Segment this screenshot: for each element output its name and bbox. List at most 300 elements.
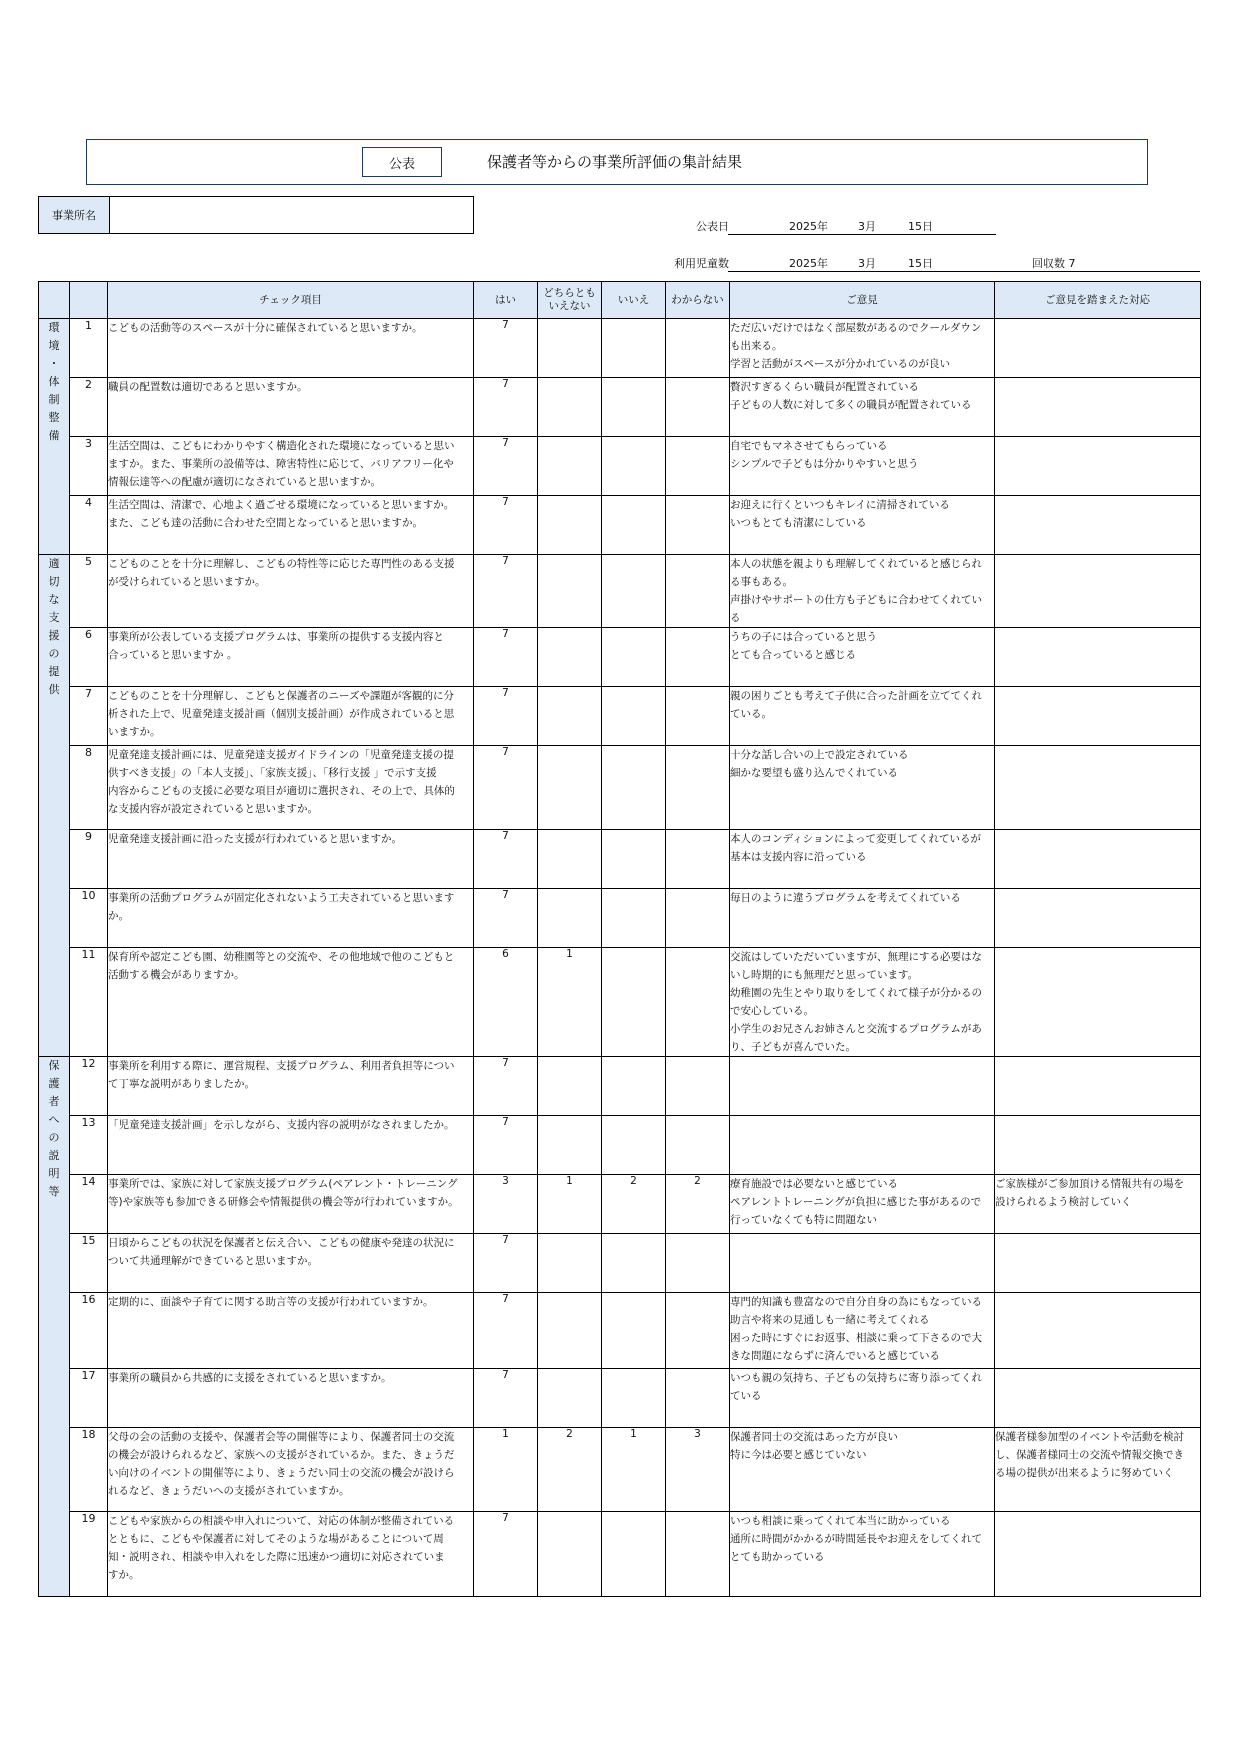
header-opinion: ご意見 [730,282,995,319]
opinion-cell [730,628,995,687]
table-row [39,830,1201,889]
check-item [108,437,474,496]
opinion-cell [730,1512,995,1597]
page-title: 保護者等からの事業所評価の集計結果 [487,153,743,171]
opinion-line: いつも相談に乗ってくれて本当に助かっている [730,1515,951,1527]
category-char: 護 [48,1077,60,1090]
check-item [108,496,474,555]
check-item [108,1234,474,1293]
users-year: 2025年 [789,257,828,270]
opinion-line: 幼稚園の先生とやり取りをしてくれて様子が分かるの [730,987,982,999]
opinion-line: 小学生のお兄さんお姉さんと交流するプログラムがあ [730,1023,982,1035]
category-char: の [48,647,60,660]
count-neither [538,555,602,628]
count-unknown [666,1293,730,1369]
opinion-cell [730,1428,995,1512]
count-unknown [666,555,730,628]
users-count-label: 利用児童数 [674,257,729,270]
category-char: 切 [48,575,60,588]
count-yes: 7 [474,687,538,746]
count-no [602,746,666,830]
opinion-line: ている [730,1390,762,1402]
response-cell [995,889,1201,948]
count-no [602,555,666,628]
opinion-cell [730,378,995,437]
row-number: 9 [70,830,108,889]
response-cell [995,378,1201,437]
count-unknown [666,889,730,948]
opinion-cell [730,437,995,496]
row-number: 10 [70,889,108,948]
row-number: 18 [70,1428,108,1512]
table-row [39,1512,1201,1597]
header-yes: はい [474,282,538,319]
opinion-line: 保護者同士の交流はあった方が良い [730,1431,898,1443]
check-item-line: 情報伝達等への配慮が適切になされていると思いますか。 [108,476,381,488]
office-name-label: 事業所名 [39,197,110,233]
count-yes: 7 [474,378,538,437]
count-no [602,1369,666,1428]
table-row [39,496,1201,555]
count-unknown: 2 [666,1175,730,1234]
header-check-item: チェック項目 [108,282,474,319]
check-item-line: 事業所の職員から共感的に支援をされていると思いますか。 [108,1372,392,1384]
response-line: 設けられるよう検討していく [995,1196,1132,1208]
category-char: 援 [48,629,60,642]
response-cell [995,830,1201,889]
check-item-line: 保育所や認定こども園、幼稚園等との交流や、その他地域で他のこどもと [108,951,455,963]
count-yes: 7 [474,889,538,948]
count-yes: 7 [474,1512,538,1597]
response-cell [995,687,1201,746]
check-item-line: 生活空間は、こどもにわかりやすく構造化された環境になっていると思い [108,440,455,452]
opinion-line: 通所に時間がかかるが時間延長やお迎えをしてくれて [730,1533,982,1545]
opinion-line: 毎日のように違うプログラムを考えてくれている [730,892,961,904]
opinion-line: 交流はしていただいていますが、無理にする必要はな [730,951,982,963]
row-number: 13 [70,1116,108,1175]
check-item-line: 日頃からこどもの状況を保護者と伝え合い、こどもの健康や発達の状況に [108,1237,455,1249]
table-row [39,1116,1201,1175]
count-yes: 7 [474,830,538,889]
opinion-line: いし時期的にも無理だと思っています。 [730,969,919,981]
check-item-line: 児童発達支援計画には、児童発達支援ガイドラインの「児童発達支援の提 [108,749,454,761]
check-item-line: 事業所の活動プログラムが固定化されないよう工夫されていると思います [108,892,455,904]
check-item-line: が受けられていると思いますか。 [108,576,266,588]
count-neither: 1 [538,948,602,1057]
count-neither [538,1512,602,1597]
count-neither [538,889,602,948]
response-line: 保護者様参加型のイベントや活動を検討 [995,1431,1184,1443]
opinion-line: る事もある。 [730,576,793,588]
opinion-line: ペアレントトレーニングが負担に感じた事があるので [730,1196,982,1208]
row-number: 16 [70,1293,108,1369]
response-line: る場の提供が出来るように努めていく [995,1467,1174,1479]
count-neither [538,319,602,378]
opinion-line: 学習と活動がスペースが分かれているのが良い [730,358,950,370]
check-item-line: 定期的に、面談や子育てに関する助言等の支援が行われていますか。 [108,1296,434,1308]
header-response: ご意見を踏まえた対応 [995,282,1201,319]
check-item [108,889,474,948]
check-item-line: ますか。また、事業所の設備等は、障害特性に応じて、バリアフリー化や [108,458,454,470]
check-item-line: れるなど、きょうだいへの支援がされていますか。 [108,1485,350,1497]
opinion-line: 基本は支援内容に沿っている [730,851,867,863]
row-number: 14 [70,1175,108,1234]
check-item-line: 事業所を利用する際に、運営規程、支援プログラム、利用者負担等につい [108,1060,455,1072]
table-row [39,555,1201,628]
count-neither [538,378,602,437]
row-number: 3 [70,437,108,496]
count-neither [538,437,602,496]
check-item-line: こどものことを十分理解し、こどもと保護者のニーズや課題が客観的に分 [108,690,454,702]
check-item-line: 知・説明され、相談や申入れをした際に迅速かつ適切に対応されていま [108,1551,445,1563]
publish-year: 2025年 [789,220,828,233]
count-yes: 7 [474,437,538,496]
count-yes: 7 [474,628,538,687]
check-item-line: ついて共通理解ができていると思いますか。 [108,1255,318,1267]
table-row [39,948,1201,1057]
check-item-line: すか。 [108,1569,140,1581]
count-unknown [666,1057,730,1116]
opinion-line: も出来る。 [730,340,783,352]
users-count-underline [728,271,1200,272]
count-yes: 7 [474,1057,538,1116]
category-char: 等 [48,1185,60,1198]
check-item-line: の機会が設けられるなど、家族への支援がされているか。また、きょうだ [108,1449,455,1461]
check-item [108,1116,474,1175]
check-item-line: な支援内容が設定されていると思いますか。 [108,803,318,815]
count-unknown [666,378,730,437]
opinion-cell [730,496,995,555]
count-unknown [666,746,730,830]
row-number: 7 [70,687,108,746]
users-month: 3月 [858,257,876,270]
count-neither: 1 [538,1175,602,1234]
opinion-line: 特に今は必要と感じていない [730,1449,867,1461]
count-unknown [666,1116,730,1175]
check-item [108,1057,474,1116]
count-neither [538,687,602,746]
category-char: 者 [48,1095,60,1108]
check-item-line: 「児童発達支援計画」を示しながら、支援内容の説明がなされましたか。 [108,1119,455,1131]
count-unknown [666,496,730,555]
category-char: 支 [48,611,60,624]
table-row [39,687,1201,746]
count-yes: 7 [474,1116,538,1175]
row-number: 15 [70,1234,108,1293]
opinion-line: 本人のコンディションによって変更してくれているが [730,833,981,845]
category-char: 制 [48,393,60,406]
count-no [602,319,666,378]
opinion-line: いつも親の気持ち、子どもの気持ちに寄り添ってくれ [730,1372,982,1384]
opinion-line: 贅沢すぎるくらい職員が配置されている [730,381,919,393]
opinion-cell [730,1057,995,1116]
publish-date-underline [728,234,996,235]
count-unknown [666,628,730,687]
opinion-line: 困った時にすぐにお返事、相談に乗って下さるので大 [730,1332,982,1344]
check-item-line: いますか。 [108,726,161,738]
count-no [602,378,666,437]
check-item [108,1175,474,1234]
count-no [602,1293,666,1369]
publish-date-label: 公表日 [696,220,729,233]
opinion-line: 助言や将来の見通しも一緒に考えてくれる [730,1314,930,1326]
category-char: 環 [48,321,60,334]
count-no [602,948,666,1057]
check-item [108,687,474,746]
response-cell [995,1428,1201,1512]
table-row [39,319,1201,378]
response-cell [995,746,1201,830]
check-item-line: また、こども達の活動に合わせた空間となっていると思いますか。 [108,517,423,529]
count-unknown [666,1369,730,1428]
category-char: 説 [48,1149,60,1162]
count-yes: 7 [474,746,538,830]
opinion-line: り、子どもが喜んでいた。 [730,1041,856,1053]
header-neither [538,282,602,319]
check-item [108,1512,474,1597]
count-unknown [666,830,730,889]
row-number: 17 [70,1369,108,1428]
row-number: 6 [70,628,108,687]
opinion-line: お迎えに行くといつもキレイに清掃されている [730,499,950,511]
table-row [39,1428,1201,1512]
check-item-line: 活動する機会がありますか。 [108,969,245,981]
count-no [602,1234,666,1293]
response-cell [995,948,1201,1057]
count-unknown [666,437,730,496]
count-unknown [666,687,730,746]
check-item [108,1293,474,1369]
opinion-line: とても合っていると感じる [730,649,856,661]
category-char: 明 [48,1167,60,1180]
opinion-line: ただ広いだけではなく部屋数があるのでクールダウン [730,322,982,334]
count-neither [538,628,602,687]
count-yes: 3 [474,1175,538,1234]
opinion-line: とても助かっている [730,1551,825,1563]
opinion-line: 自宅でもマネさせてもらっている [730,440,888,452]
check-item [108,948,474,1057]
opinion-line: 本人の状態を親よりも理解してくれていると感じられ [730,558,982,570]
count-neither [538,1293,602,1369]
check-item-line: 析された上で、児童発達支援計画（個別支援計画）が作成されていると思 [108,708,455,720]
table-row [39,378,1201,437]
row-number: 5 [70,555,108,628]
office-name-box [38,196,474,234]
header-category [39,282,70,319]
category-char: の [48,1131,60,1144]
opinion-cell [730,889,995,948]
office-name-value [110,197,473,233]
category-cell [39,319,70,555]
count-neither [538,830,602,889]
count-yes: 7 [474,496,538,555]
count-neither [538,1057,602,1116]
table-row [39,1234,1201,1293]
opinion-cell [730,1369,995,1428]
header-unknown: わからない [666,282,730,319]
count-yes: 7 [474,1369,538,1428]
row-number: 8 [70,746,108,830]
check-item-line: い向けのイベントの開催等により、きょうだい同士の交流の機会が設けら [108,1467,455,1479]
opinion-line: いつもとても清潔にしている [730,517,867,529]
opinion-line: ている。 [730,708,772,720]
response-cell [995,1234,1201,1293]
check-item-line: とともに、こどもや保護者に対してそのような場があることについて周 [108,1533,444,1545]
check-item-line: 合っていると思いますか 。 [108,649,238,661]
users-day: 15日 [908,257,933,270]
opinion-line: シンプルで子どもは分かりやすいと思う [730,458,919,470]
header-neither-line2: いえない [548,300,591,312]
evaluation-table [38,281,1201,1597]
publish-badge: 公表 [362,147,442,177]
opinion-line: 親の困りごとも考えて子供に合った計画を立ててくれ [730,690,982,702]
table-header-row [39,282,1201,319]
title-box [86,139,1148,185]
table-row [39,437,1201,496]
check-item-line: 事業所では、家族に対して家族支援プログラム(ペアレント・トレーニング [108,1178,458,1190]
opinion-line: で安心している。 [730,1005,814,1017]
response-cell [995,437,1201,496]
count-unknown [666,1512,730,1597]
check-item-line: 職員の配置数は適切であると思いますか。 [108,381,308,393]
category-char: 保 [48,1059,60,1072]
count-neither [538,1369,602,1428]
count-no [602,889,666,948]
count-unknown [666,319,730,378]
row-number: 4 [70,496,108,555]
check-item [108,319,474,378]
opinion-line: 細かな要望も盛り込んでくれている [730,767,898,779]
count-yes: 7 [474,319,538,378]
publish-month: 3月 [858,220,876,233]
category-char: 適 [48,557,60,570]
count-yes: 6 [474,948,538,1057]
count-neither: 2 [538,1428,602,1512]
response-line: ご家族様がご参加頂ける情報共有の場を [995,1178,1184,1190]
responses-count: 回収数 7 [1032,257,1076,270]
check-item [108,1369,474,1428]
category-cell [39,1057,70,1597]
opinion-line: 療育施設では必要ないと感じている [730,1178,898,1190]
count-unknown: 3 [666,1428,730,1512]
check-item [108,555,474,628]
count-no [602,496,666,555]
response-cell [995,1175,1201,1234]
opinion-line: きな問題にならずに済んでいると感じている [730,1350,940,1362]
table-row [39,1175,1201,1234]
count-unknown [666,1234,730,1293]
category-char: 整 [48,411,60,424]
response-cell [995,1057,1201,1116]
table-row [39,1057,1201,1116]
category-char: ・ [48,357,60,370]
count-neither [538,496,602,555]
check-item [108,830,474,889]
check-item-line: 等)や家族等も参加できる研修会や情報提供の機会等が行われていますか。 [108,1196,459,1208]
opinion-cell [730,1234,995,1293]
count-no [602,830,666,889]
check-item-line: こどものことを十分に理解し、こどもの特性等に応じた専門性のある支援 [108,558,455,570]
count-no [602,687,666,746]
count-neither [538,746,602,830]
opinion-cell [730,1116,995,1175]
row-number: 12 [70,1057,108,1116]
check-item-line: こどもや家族からの相談や申入れについて、対応の体制が整備されている [108,1515,455,1527]
response-cell [995,319,1201,378]
row-number: 19 [70,1512,108,1597]
check-item-line: て丁寧な説明がありましたか。 [108,1078,255,1090]
count-yes: 7 [474,1293,538,1369]
opinion-line: 行っていなくても特に問題ない [730,1214,877,1226]
check-item-line: 生活空間は、清潔で、心地よく過ごせる環境になっていると思いますか。 [108,499,455,511]
response-cell [995,1293,1201,1369]
check-item-line: 児童発達支援計画に沿った支援が行われていると思いますか。 [108,833,402,845]
table-row [39,628,1201,687]
table-row [39,746,1201,830]
opinion-line: る [730,612,741,624]
count-no [602,628,666,687]
response-cell [995,555,1201,628]
opinion-cell [730,687,995,746]
response-cell [995,496,1201,555]
count-yes: 7 [474,555,538,628]
count-no [602,1116,666,1175]
response-cell [995,1116,1201,1175]
count-yes: 7 [474,1234,538,1293]
count-neither [538,1116,602,1175]
row-number: 1 [70,319,108,378]
opinion-line: 子どもの人数に対して多くの職員が配置されている [730,399,972,411]
category-char: な [48,593,60,606]
count-neither [538,1234,602,1293]
opinion-cell [730,948,995,1057]
table-row [39,889,1201,948]
publish-day: 15日 [908,220,933,233]
check-item-line: 事業所が公表している支援プログラムは、事業所の提供する支援内容と [108,631,444,643]
category-char: 体 [48,375,60,388]
row-number: 11 [70,948,108,1057]
opinion-cell [730,319,995,378]
response-cell [995,1369,1201,1428]
check-item [108,1428,474,1512]
opinion-cell [730,746,995,830]
opinion-cell [730,555,995,628]
check-item-line: か。 [108,910,129,922]
opinion-line: 専門的知識も豊富なので自分自身の為にもなっている [730,1296,982,1308]
category-cell [39,555,70,1057]
category-char: へ [48,1113,60,1126]
opinion-line: うちの子には合っていると思う [730,631,877,643]
category-char: 境 [48,339,60,352]
count-no [602,437,666,496]
check-item [108,746,474,830]
check-item [108,378,474,437]
category-char: 供 [48,683,60,696]
check-item-line: 父母の会の活動の支援や、保護者会等の開催等により、保護者同士の交流 [108,1431,455,1443]
check-item-line: 内容からこどもの支援に必要な項目が適切に選択され、その上で、具体的 [108,785,455,797]
category-char: 提 [48,665,60,678]
response-cell [995,628,1201,687]
response-line: し、保護者様同士の交流や情報交換でき [995,1449,1184,1461]
opinion-line: 十分な話し合いの上で設定されている [730,749,909,761]
opinion-cell [730,830,995,889]
opinion-line: 声掛けやサポートの仕方も子どもに合わせてくれてい [730,594,982,606]
header-no: いいえ [602,282,666,319]
check-item [108,628,474,687]
opinion-cell [730,1293,995,1369]
response-cell [995,1512,1201,1597]
count-no [602,1057,666,1116]
